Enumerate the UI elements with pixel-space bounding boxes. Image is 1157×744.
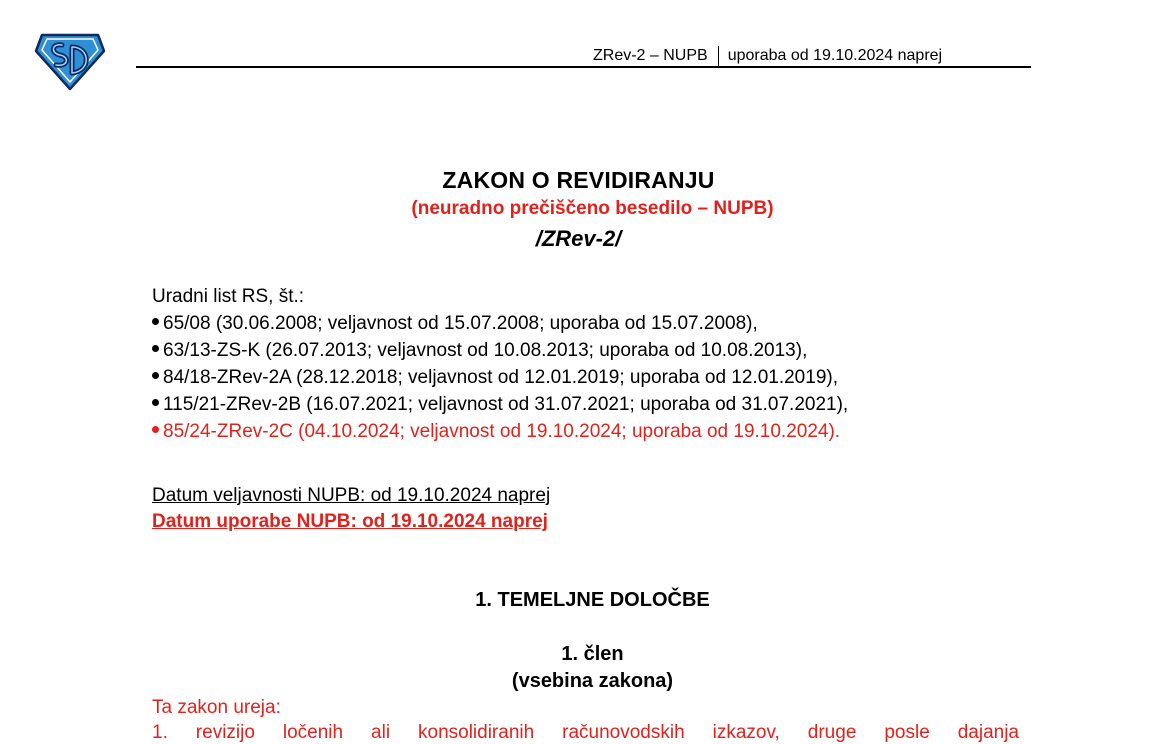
gazette-entry-text: 115/21-ZRev-2B (16.07.2021; veljavnost od 31.07.2021; uporaba od 31.07.2021), <box>163 394 849 415</box>
gazette-list <box>152 283 848 445</box>
applicability-note: uporaba od 19.10.2024 naprej <box>727 47 943 64</box>
header-rule <box>136 66 1031 68</box>
gazette-entry-text: 85/24-ZRev-2C (04.10.2024; veljavnost od 19.10.2024; uporaba od 19.10.2024). <box>163 421 841 442</box>
running-header <box>593 46 942 66</box>
article-item-1: 1. revizijo ločenih ali konsolidiranih računovodskih izkazov, druge posle dajanja <box>152 722 1019 743</box>
article-intro: Ta zakon ureja: <box>152 697 281 718</box>
bullet-icon <box>152 426 159 433</box>
article-number: 1. člen <box>561 643 624 665</box>
validity-date: Datum veljavnosti NUPB: od 19.10.2024 naprej <box>152 485 551 506</box>
bullet-icon <box>152 318 159 325</box>
law-subtitle: (neuradno prečiščeno besedilo – NUPB) <box>411 198 774 219</box>
law-abbreviation: /ZRev-2/ <box>535 226 622 251</box>
bullet-icon <box>152 399 159 406</box>
gazette-entry-text: 65/08 (30.06.2008; veljavnost od 15.07.2008; uporaba od 15.07.2008), <box>163 313 758 334</box>
bullet-icon <box>152 372 159 379</box>
gazette-label: Uradni list RS, št.: <box>152 286 305 307</box>
gazette-entry-latest <box>152 418 848 445</box>
gazette-entry <box>152 337 848 364</box>
article-title: (vsebina zakona) <box>511 670 674 692</box>
sd-logo-icon <box>34 31 106 91</box>
application-date: Datum uporabe NUPB: od 19.10.2024 naprej <box>152 511 548 532</box>
nupb-dates <box>152 483 550 535</box>
gazette-entry <box>152 310 848 337</box>
gazette-entry-text: 84/18-ZRev-2A (28.12.2018; veljavnost od 12.01.2019; uporaba od 12.01.2019), <box>163 367 838 388</box>
gazette-entry-text: 63/13-ZS-K (26.07.2013; veljavnost od 10.08.2013; uporaba od 10.08.2013), <box>163 340 808 361</box>
chapter-heading: 1. TEMELJNE DOLOČBE <box>475 589 710 611</box>
gazette-entry <box>152 364 848 391</box>
law-title: ZAKON O REVIDIRANJU <box>442 167 715 193</box>
gazette-entry <box>152 391 848 418</box>
header-separator <box>718 46 719 66</box>
doc-code: ZRev-2 – NUPB <box>593 47 708 64</box>
bullet-icon <box>152 345 159 352</box>
